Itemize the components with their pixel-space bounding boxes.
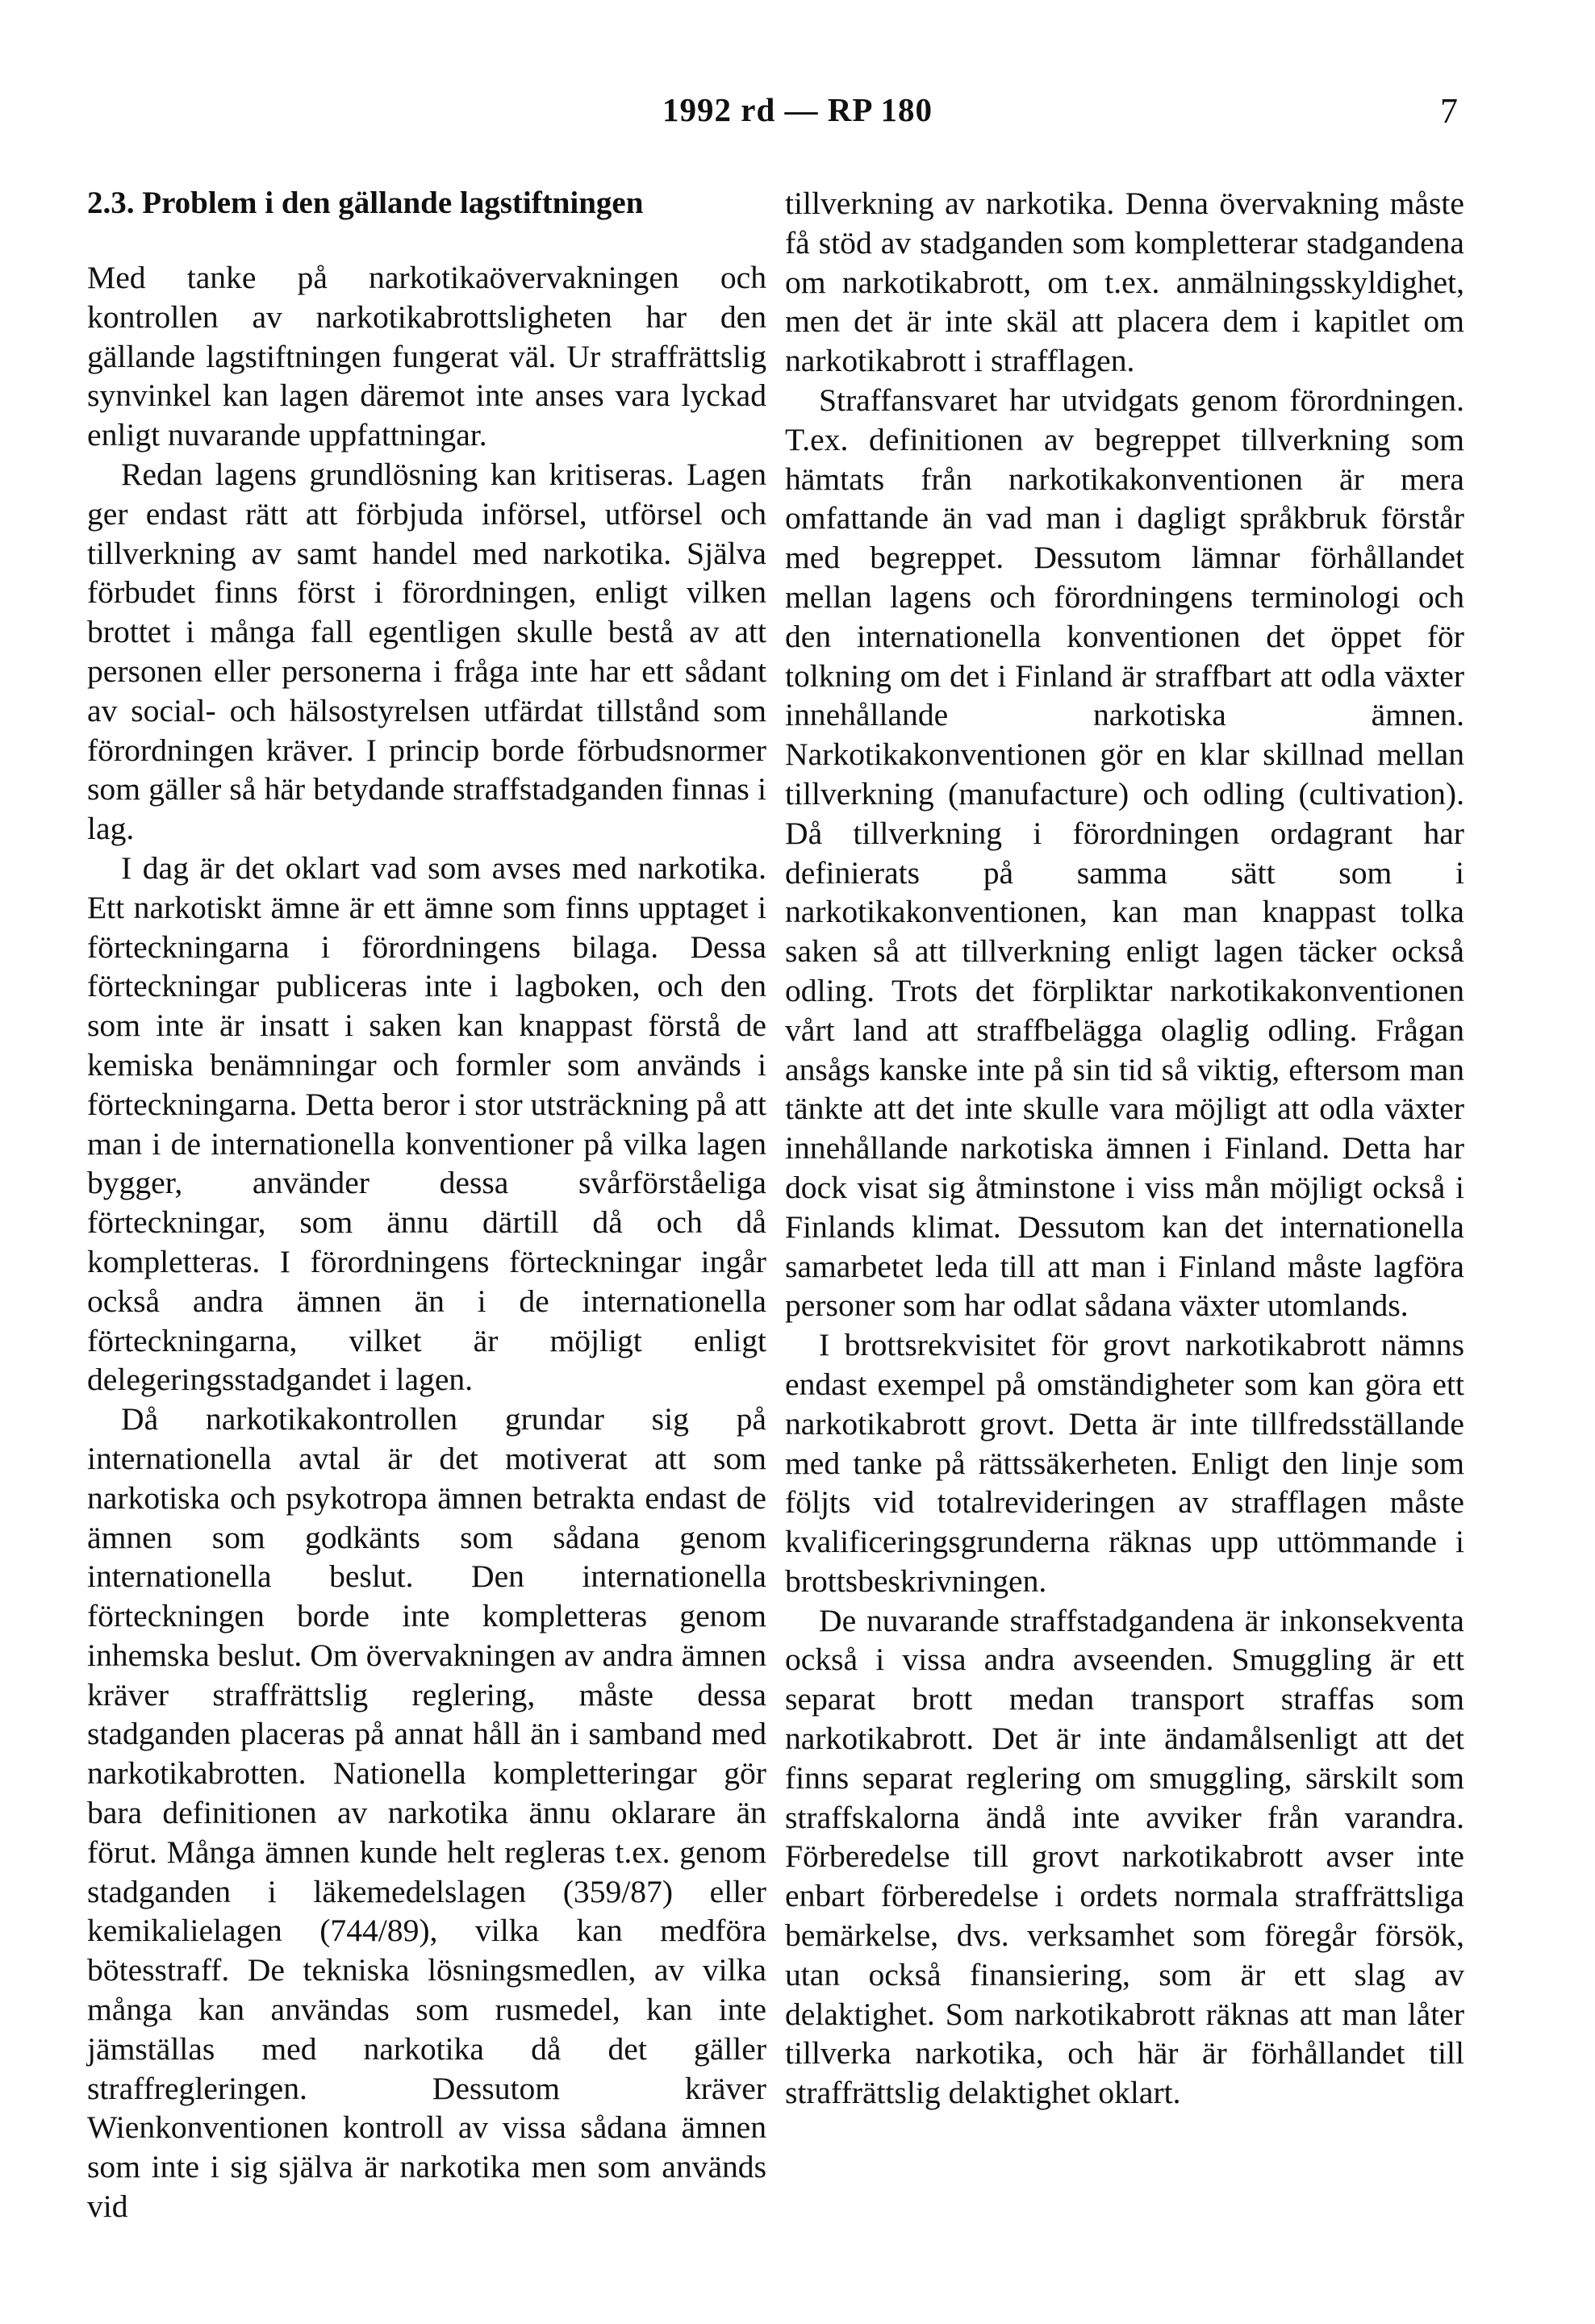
paragraph: De nuvarande straffstadgandena är inkonsekventa också i vissa andra avseenden. Smuggling är ett separat brott medan transport straffas som narkotikabrott. Det är inte ändamålsenligt att det finns separat reglering om smuggling, särskilt som straffskalorna ändå inte avviker från varandra. Förberedelse till grovt narkotikabrott avser inte enbart förberedelse i ordets normala straffrättsliga bemärkelse, dvs. verksamhet som föregår försök, utan också finansiering, som är ett slag av delaktighet. Som narkotikabrott räknas att man låter tillverka narkotika, och här är förhållandet till straffrättslig delaktighet oklart. [785,1602,1464,2111]
running-head: 1992 rd — RP 180 [662,91,933,128]
paragraph: I brottsrekvisitet för grovt narkotikabrott nämns endast exempel på omständigheter som kan göra ett narkotikabrott grovt. Detta är inte tillfredsställande med tanke på rättssäkerheten. Enligt den linje som följts vid totalrevideringen av strafflagen måste kvalificeringsgrunderna räknas upp uttömmande i brottsbeskrivningen. [785,1327,1464,1599]
paragraph: Straffansvaret har utvidgats genom förordningen. T.ex. definitionen av begreppet tillverkning som hämtats från narkotikakonventionen är mera omfattande än vad man i dagligt språkbruk förstår med begreppet. Dessutom lämnar förhållandet mellan lagens och förordningens terminologi och den internationella konventionen det öppet för tolkning om det i Finland är straffbart att odla växter innehållande narkotiska ämnen. Narkotikakonventionen gör en klar skillnad mellan tillverkning (manufacture) och odling (cultivation). Då tillverkning i förordningen ordagrant har definierats på samma sätt som i narkotikakonventionen, kan man knappast tolka saken så att tillverkning enligt lagen täcker också odling. Trots det förpliktar narkotikakonventionen vårt land att straffbelägga olaglig odling. Frågan ansågs kanske inte på sin tid så viktig, eftersom man tänkte att det inte skulle vara möjligt att odla växter innehållande narkotiska ämnen i Finland. Detta har dock visat sig åtminstone i viss mån möjligt också i Finlands klimat. Dessutom kan det internationella samarbetet leda till att man i Finland måste lagföra personer som har odlat sådana växter utomlands. [785,382,1464,1324]
paragraph: Med tanke på narkotikaövervakningen och kontrollen av narkotikabrottsligheten har den gällande lagstiftningen fungerat väl. Ur straffrättslig synvinkel kan lagen däremot inte anses vara lyckad enligt nuvarande uppfattningar. [87,260,766,453]
paragraph: I dag är det oklart vad som avses med narkotika. Ett narkotiskt ämne är ett ämne som finns upptaget i förteckningarna i förordningens bilaga. Dessa förteckningar publiceras inte i lagboken, och den som inte är insatt i saken kan knappast förstå de kemiska benämningar och formler som används i förteckningarna. Detta beror i stor utsträckning på att man i de internationella konventioner på vilka lagen bygger, använder dessa svårförståeliga förteckningar, som ännu därtill då och då kompletteras. I förordningens förteckningar ingår också andra ämnen än i de internationella förteckningarna, vilket är möjligt enligt delegeringsstadgandet i lagen. [87,849,766,1398]
paragraph: Redan lagens grundlösning kan kritiseras. Lagen ger endast rätt att förbjuda införsel, utförsel och tillverkning av samt handel med narkotika. Själva förbudet finns först i förordningen, enligt vilken brottet i många fall egentligen skulle bestå av att personen eller personerna i fråga inte har ett sådant av social- och hälsostyrelsen utfärdat tillstånd som förordningen kräver. I princip borde förbudsnormer som gäller så här betydande straffstadganden finnas i lag. [87,456,766,847]
page-number: 7 [1440,91,1458,131]
section-heading: 2.3. Problem i den gällande lagstiftningen [87,186,644,220]
paragraph: Då narkotikakontrollen grundar sig på internationella avtal är det motiverat att som narkotiska och psykotropa ämnen betrakta endast de ämnen som godkänts som sådana genom internationella beslut. Den internationella förteckningen borde inte kompletteras genom inhemska beslut. Om övervakningen av andra ämnen kräver straffrättslig reglering, måste dessa stadganden placeras på annat håll än i samband med narkotikabrotten. Nationella kompletteringar gör bara definitionen av narkotika ännu oklarare än förut. Många ämnen kunde helt regleras t.ex. genom stadganden i läkemedelslagen (359/87) eller kemikalielagen (744/89), vilka kan medföra bötesstraff. De tekniska lösningsmedlen, av vilka många kan användas som rusmedel, kan inte jämställas med narkotika då det gäller straffregleringen. Dessutom kräver Wienkonventionen kontroll av vissa sådana ämnen som inte i sig själva är narkotika men som används vid [87,1401,766,2225]
paragraph: tillverkning av narkotika. Denna övervakning måste få stöd av stadganden som kompletterar stadgandena om narkotikabrott, om t.ex. anmälningsskyldighet, men det är inte skäl att placera dem i kapitlet om narkotikabrott i strafflagen. [785,186,1464,379]
right-column [785,184,1464,2113]
left-column [87,184,766,2226]
page-header [0,90,1595,139]
